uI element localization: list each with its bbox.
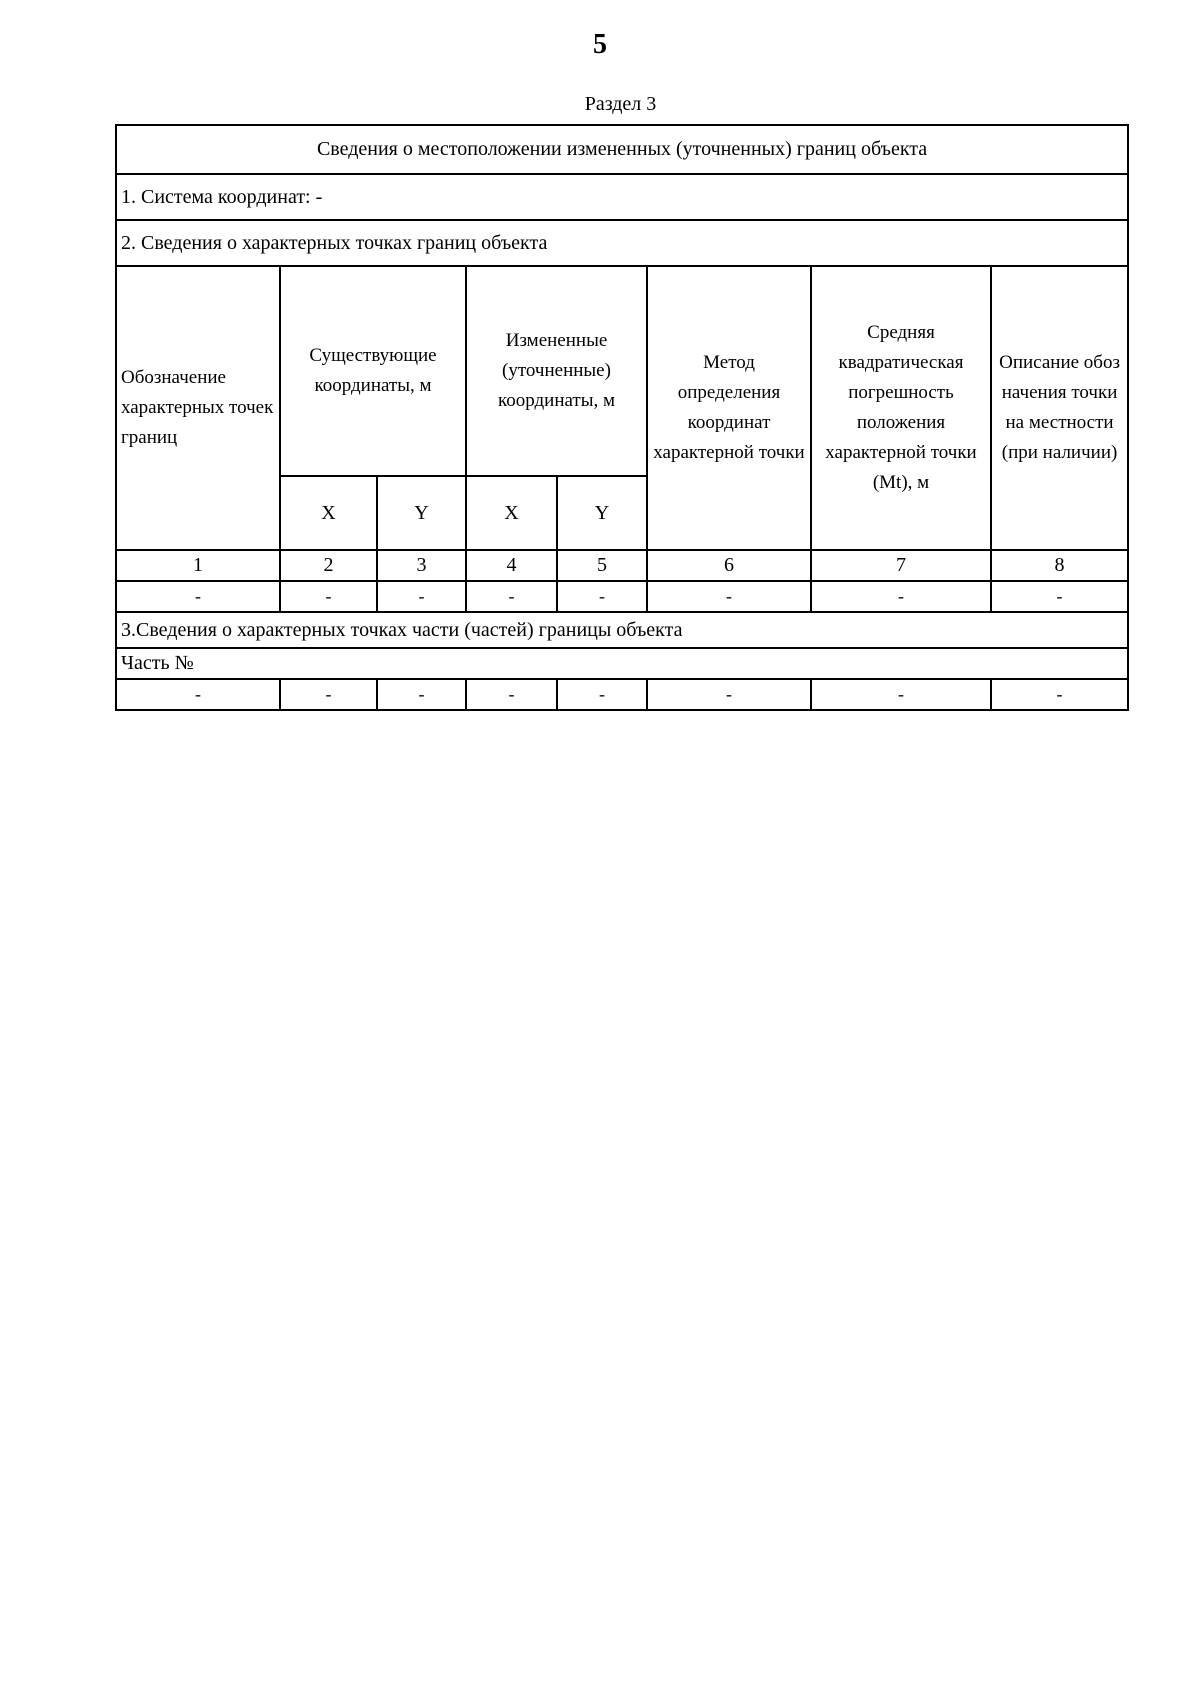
table-row (116, 679, 1128, 710)
column-number: 3 (377, 550, 466, 581)
points-heading: 2. Сведения о характерных точках границ объекта (116, 220, 1128, 266)
table-cell: - (280, 679, 377, 710)
table-cell: - (991, 679, 1128, 710)
header-row-main (116, 266, 1128, 476)
parts-heading-row (116, 612, 1128, 648)
header-designation: Обозначение характерных точек границ (116, 266, 280, 550)
section-label: Раздел 3 (584, 93, 657, 115)
table-cell: - (557, 581, 647, 612)
points-heading-row (116, 220, 1128, 266)
column-number: 8 (991, 550, 1128, 581)
header-changed-coords: Измененные (уточненные) координаты, м (466, 266, 647, 476)
table-title: Сведения о местоположении измененных (уточненных) границ объекта (116, 125, 1128, 174)
table-cell: - (466, 679, 557, 710)
table-cell: - (991, 581, 1128, 612)
column-number: 6 (647, 550, 811, 581)
coord-system: 1. Система координат: - (116, 174, 1128, 220)
column-number: 7 (811, 550, 991, 581)
table-cell: - (811, 581, 991, 612)
table-row (116, 581, 1128, 612)
header-x-existing: X (280, 476, 377, 550)
header-error: Средняя квадратическая погрешность положения характерной точки (Mt), м (811, 266, 991, 550)
table-cell: - (557, 679, 647, 710)
column-number: 5 (557, 550, 647, 581)
table-title-row (116, 125, 1128, 174)
table-cell: - (116, 581, 280, 612)
table-cell: - (647, 679, 811, 710)
header-y-existing: Y (377, 476, 466, 550)
header-x-changed: X (466, 476, 557, 550)
table-cell: - (466, 581, 557, 612)
column-number: 4 (466, 550, 557, 581)
column-numbers-row (116, 550, 1128, 581)
table-cell: - (647, 581, 811, 612)
boundary-points-table (115, 124, 1129, 711)
parts-heading: 3.Сведения о характерных точках части (частей) границы объекта (116, 612, 1128, 648)
table-cell: - (116, 679, 280, 710)
table-cell: - (280, 581, 377, 612)
part-label-row (116, 648, 1128, 679)
header-description: Описание обозначения точки на местности (при наличии) (991, 266, 1128, 550)
column-number: 1 (116, 550, 280, 581)
table-cell: - (377, 679, 466, 710)
header-existing-coords: Существующие координаты, м (280, 266, 466, 476)
page-number: 5 (593, 29, 607, 60)
header-y-changed: Y (557, 476, 647, 550)
part-label: Часть № (116, 648, 1128, 679)
table-cell: - (377, 581, 466, 612)
coord-system-row (116, 174, 1128, 220)
column-number: 2 (280, 550, 377, 581)
header-method: Метод определения координат характерной точки (647, 266, 811, 550)
table-cell: - (811, 679, 991, 710)
